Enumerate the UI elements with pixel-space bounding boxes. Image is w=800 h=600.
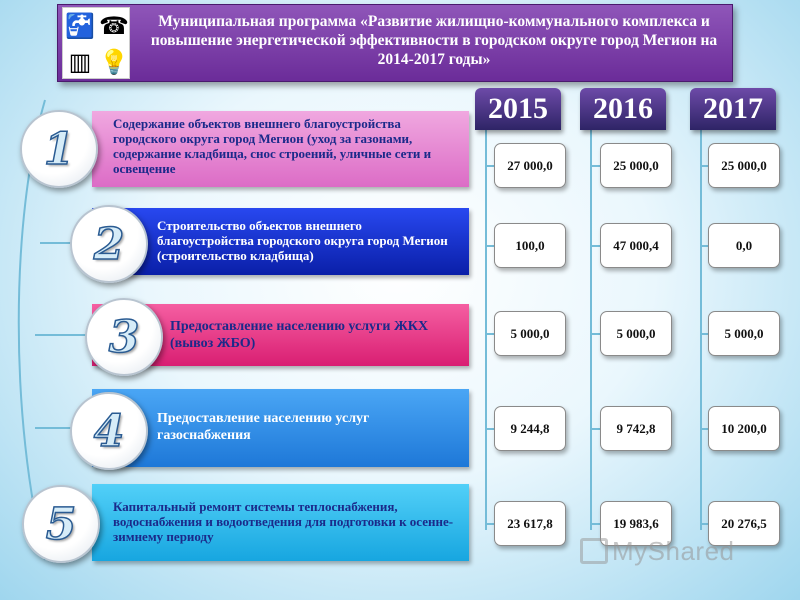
value-cell: 5 000,0: [494, 311, 566, 356]
value-cell: 27 000,0: [494, 143, 566, 188]
number-5: 5: [45, 498, 77, 550]
value-cell: 20 276,5: [708, 501, 780, 546]
connector-line-2015: [485, 130, 487, 530]
lightbulb-icon: 💡: [99, 48, 129, 76]
faucet-icon: 🚰: [65, 12, 95, 40]
item-3-label: Предоставление населению услуги ЖКХ (вывоз ЖБО): [170, 319, 429, 351]
connector-line-2016: [590, 130, 592, 530]
year-header-2015: [475, 88, 561, 130]
item-2-label: Строительство объектов внешнего благоустройства городского округа город Мегион (строительство кладбища): [157, 218, 448, 263]
item-5-label: Капитальный ремонт системы теплоснабжения, водоснабжения и водоотведения для подготовки к осенне-зимнему периоду: [113, 499, 454, 544]
number-3: 3: [108, 311, 140, 363]
value-cell: 9 244,8: [494, 406, 566, 451]
value-cell: 23 617,8: [494, 501, 566, 546]
value-cell: 100,0: [494, 223, 566, 268]
year-header-2016: [580, 88, 666, 130]
value-cell: 0,0: [708, 223, 780, 268]
page-title: Муниципальная программа «Развитие жилищно-коммунального комплекса и повышение энергетической эффективности в городском округе город Мегион на 2014-2017 годы»: [150, 13, 718, 68]
value-cell: 47 000,4: [600, 223, 672, 268]
number-1: 1: [43, 123, 75, 175]
number-badge-3: [85, 298, 163, 376]
year-label: 2017: [703, 92, 763, 125]
telephone-icon: ☎: [99, 12, 129, 40]
value-cell: 25 000,0: [708, 143, 780, 188]
radiator-icon: ▥: [68, 48, 92, 76]
year-header-2017: [690, 88, 776, 130]
value-cell: 10 200,0: [708, 406, 780, 451]
presentation-icon: [580, 538, 608, 564]
value-cell: 19 983,6: [600, 501, 672, 546]
value-cell: 25 000,0: [600, 143, 672, 188]
number-badge-2: [70, 205, 148, 283]
value-cell: 5 000,0: [600, 311, 672, 356]
number-badge-1: [20, 110, 98, 188]
year-label: 2015: [488, 92, 548, 125]
connector-line-2017: [700, 130, 702, 530]
number-badge-4: [70, 392, 148, 470]
year-label: 2016: [593, 92, 653, 125]
number-4: 4: [93, 405, 125, 457]
watermark: MyShared: [612, 536, 735, 566]
value-cell: 5 000,0: [708, 311, 780, 356]
value-cell: 9 742,8: [600, 406, 672, 451]
number-badge-5: [22, 485, 100, 563]
number-2: 2: [93, 218, 125, 270]
item-1-label: Содержание объектов внешнего благоустройства городского округа город Мегион (уход за газонами, содержание кладбища, снос строений, уличные сети и освещение: [113, 116, 432, 176]
item-4-label: Предоставление населению услуг газоснабжения: [157, 411, 370, 443]
